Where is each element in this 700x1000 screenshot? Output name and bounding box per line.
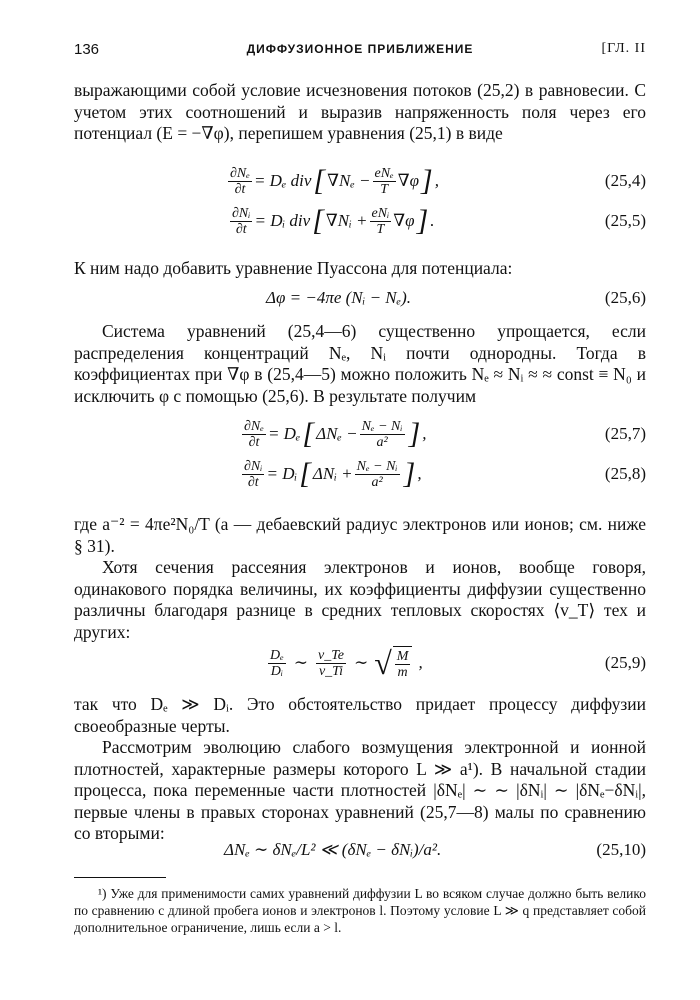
eq4-frac-denominator: T [380,181,389,197]
eq7-lhs-denominator: ∂t [248,434,260,450]
eq4-lhs-numerator: ∂Nₑ [230,165,250,181]
chapter-label: [ГЛ. II [601,41,646,56]
eq5-middle: = Dᵢ div [254,211,311,230]
eq4-lhs-denominator: ∂t [234,181,246,197]
eq4-term-a: ∇Nₑ − [327,171,371,190]
eq7-term-a: ΔNₑ − [316,424,358,443]
eq5-tail: . [430,211,435,230]
equation-25-10 [74,832,646,868]
eq9-sim-1: ∼ [293,653,309,672]
eq5-lhs-numerator: ∂Nᵢ [232,205,251,221]
eq7-middle: = Dₑ [267,424,301,443]
paragraph-7: Рассмотрим эволюцию слабого возмущения электронной и ионной плотностей, характерные размеры которого L ≫ a¹). В начальной стадии процесса, пока переменные части плотностей |δNₑ| ∼ ∼ |δNᵢ| ∼ |δNₑ−δNᵢ|, первые члены в правых сторонах уравнений (25,7—8) малы по сравнению со вторыми: [74,737,646,843]
eq9-f3-denominator: m [397,665,408,680]
eq6-number: (25,6) [604,288,646,307]
eq8-frac-numerator: Nₑ − Nᵢ [356,458,398,474]
eq7-number: (25,7) [604,424,646,443]
paragraph-1: выражающими собой условие исчезновения потоков (25,2) в равновесии. С учетом этих соотношений и выразив напряженность поля через его потенциал (E = −∇φ), перепишем уравнения (25,1) в виде [74,80,646,143]
eq4-number: (25,4) [604,171,646,190]
eq8-frac-denominator: a² [371,474,383,490]
eq8-lhs-denominator: ∂t [247,474,259,490]
eq5-frac-numerator: eNᵢ [371,205,390,221]
eq9-f1-numerator: Dₑ [270,647,284,663]
eq5-term-a: ∇Nᵢ + [325,211,368,230]
eq7-lhs-numerator: ∂Nₑ [244,418,264,434]
footnote-divider [74,877,166,878]
equation-25-8: $\frac{\text{∂Nᵢ}}{\partial t}$ = Dᵢ [ ΔNᵢ + $\frac{\text{Nₑ − Nᵢ}}{\text{a²}}$ ] , (25,8) [244,457,646,490]
eq10-text: ΔNₑ ∼ δNₑ/L² ≪ (δNₑ − δNᵢ)/a². [224,840,442,859]
paragraph-6: так что Dₑ ≫ Dᵢ. Это обстоятельство придает процессу диффузии своеобразные черты. [74,694,646,736]
eq9-number: (25,9) [604,653,646,672]
eq5-lhs-denominator: ∂t [235,221,247,237]
eq5-frac-denominator: T [376,221,385,237]
equation-25-9 [74,641,646,685]
eq9-tail: , [418,653,423,672]
eq8-lhs-numerator: ∂Nᵢ [244,458,263,474]
eq9-f2-numerator: v_Te [318,647,344,663]
eq5-number: (25,5) [604,211,646,230]
eq4-tail: , [434,171,439,190]
eq4-frac-numerator: eNₑ [374,165,394,181]
eq5-term-b: ∇φ [393,211,415,230]
eq7-frac-numerator: Nₑ − Nᵢ [361,418,403,434]
eq7-tail: , [422,424,427,443]
equation-25-7: $\frac{\text{∂Nₑ}}{\partial t}$ = Dₑ [ ΔNₑ − $\frac{\text{Nₑ − Nᵢ}}{\text{a²}}$ ] , (25,7) [244,417,646,450]
equation-25-4: $\frac{\text{∂Nₑ}}{\partial t}$ = Dₑ div [ ∇Nₑ − $\frac{\text{eNₑ}}{T}$ ∇φ ] , (25,4) [230,164,646,197]
eq10-number: (25,10) [596,840,646,859]
eq8-middle: = Dᵢ [266,464,298,483]
eq6-text: Δφ = −4πe (Nᵢ − Nₑ). [266,288,412,307]
eq9-f2-denominator: v_Ti [318,663,344,679]
eq8-term-a: ΔNᵢ + [312,464,353,483]
eq8-tail: , [417,464,422,483]
sqrt-radical: √ $\frac{M}{m}$ [374,646,412,680]
paragraph-3: Система уравнений (25,4—6) существенно упрощается, если распределения концентраций Nₑ, Nᵢ почти однородны. Тогда в коэффициентах при ∇φ в (25,4—5) можно положить Nₑ ≈ Nᵢ ≈ ≈ const ≡ N₀ и исключить φ с помощью (25,6). В результате получим [74,321,646,406]
equation-25-6 [74,280,646,316]
eq9-f1-denominator: Dᵢ [270,663,284,679]
eq7-frac-denominator: a² [376,434,388,450]
eq9-sim-2: ∼ [353,653,369,672]
eq4-term-b: ∇φ [397,171,420,190]
paragraph-4: где a⁻² = 4πe²N₀/T (a — дебаевский радиус электронов или ионов; см. ниже § 31). [74,514,646,556]
eq4-middle: = Dₑ div [253,171,312,190]
running-title: ДИФФУЗИОННОЕ ПРИБЛИЖЕНИЕ [246,42,474,56]
footnote: ¹) Уже для применимости самих уравнений диффузии L во всяком случае должно быть велико по сравнению с длиной пробега ионов и электронов l. Поэтому условие L ≫ q представляет собой дополнительное ограничение, лишь если a > l. [74,886,646,935]
equation-25-5: $\frac{\text{∂Nᵢ}}{\partial t}$ = Dᵢ div [ ∇Nᵢ + $\frac{\text{eNᵢ}}{T}$ ∇φ ] . (25,5) [232,204,646,237]
page-header [74,41,646,63]
eq9-f3-numerator: M [396,649,409,664]
eq8-number: (25,8) [604,464,646,483]
paragraph-5: Хотя сечения рассеяния электронов и ионов, вообще говоря, одинакового порядка величины, их коэффициенты диффузии существенно различны благодаря разнице в средних тепловых скоростях ⟨v_T⟩ тех и других: [74,557,646,642]
paragraph-2: К ним надо добавить уравнение Пуассона для потенциала: [74,258,513,278]
page-number: 136 [74,41,100,58]
